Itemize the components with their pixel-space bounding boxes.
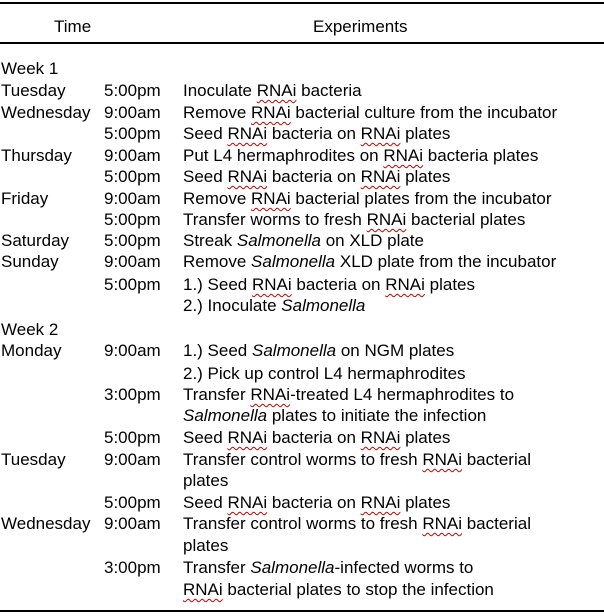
experiment-cell: Transfer control worms to fresh RNAi bacterial — [183, 514, 531, 533]
schedule-row — [0, 384, 604, 406]
time-cell: 9:00am — [104, 103, 161, 122]
day-cell: Week 2 — [1, 320, 59, 339]
time-cell: 9:00am — [104, 514, 161, 533]
schedule-row — [0, 319, 604, 341]
experiment-cell: Streak Salmonella on XLD plate — [183, 231, 424, 250]
time-cell: 5:00pm — [104, 124, 161, 143]
schedule-row — [0, 58, 604, 80]
schedule-row — [0, 295, 604, 317]
header-rule — [0, 42, 604, 44]
experiment-cell: 2.) Pick up control L4 hermaphrodites — [183, 364, 466, 383]
experiment-cell: 2.) Inoculate Salmonella — [183, 296, 366, 315]
day-cell: Wednesday — [1, 103, 91, 122]
day-cell: Saturday — [1, 231, 70, 250]
experiment-cell: Salmonella plates to initiate the infection — [183, 406, 487, 425]
experiment-cell: Transfer Salmonella-infected worms to — [183, 558, 474, 577]
schedule-row — [0, 188, 604, 210]
experiment-cell: Remove RNAi bacterial culture from the incubator — [183, 103, 558, 122]
time-cell: 5:00pm — [104, 167, 161, 186]
experiment-cell: Put L4 hermaphrodites on RNAi bacteria plates — [183, 146, 539, 165]
time-cell: 9:00am — [104, 252, 161, 271]
schedule-row — [0, 145, 604, 167]
experiment-cell: 1.) Seed Salmonella on NGM plates — [183, 341, 455, 360]
time-cell: 5:00pm — [104, 81, 161, 100]
schedule-row — [0, 340, 604, 362]
schedule-row — [0, 579, 604, 601]
time-cell: 3:00pm — [104, 558, 161, 577]
time-cell: 9:00am — [104, 146, 161, 165]
experiment-cell: Remove Salmonella XLD plate from the incubator — [183, 252, 557, 271]
time-cell: 9:00am — [104, 341, 161, 360]
schedule-row — [0, 80, 604, 102]
time-cell: 3:00pm — [104, 385, 161, 404]
day-cell: Friday — [1, 189, 49, 208]
time-cell: 9:00am — [104, 189, 161, 208]
schedule-row — [0, 274, 604, 296]
schedule-row — [0, 535, 604, 557]
schedule-row — [0, 449, 604, 471]
time-column-header: Time — [54, 17, 92, 36]
schedule-row — [0, 492, 604, 514]
day-cell: Week 1 — [1, 59, 59, 78]
experiment-cell: Seed RNAi bacteria on RNAi plates — [183, 124, 451, 143]
schedule-row — [0, 209, 604, 231]
top-rule — [0, 2, 604, 4]
day-cell: Tuesday — [1, 81, 66, 100]
experiment-cell: Seed RNAi bacteria on RNAi plates — [183, 428, 451, 447]
time-cell: 5:00pm — [104, 493, 161, 512]
experiment-cell: plates — [183, 471, 229, 490]
time-cell: 5:00pm — [104, 428, 161, 447]
experiment-cell: Transfer worms to fresh RNAi bacterial plates — [183, 210, 526, 229]
experiment-cell: RNAi bacterial plates to stop the infection — [183, 580, 494, 599]
experiment-cell: plates — [183, 536, 229, 555]
day-cell: Wednesday — [1, 514, 91, 533]
schedule-row — [0, 251, 604, 273]
experiment-cell: Seed RNAi bacteria on RNAi plates — [183, 493, 451, 512]
day-cell: Thursday — [1, 146, 72, 165]
experiment-cell: Transfer RNAi-treated L4 hermaphrodites to — [183, 385, 515, 404]
experiment-cell: Remove RNAi bacterial plates from the incubator — [183, 189, 552, 208]
time-cell: 5:00pm — [104, 231, 161, 250]
experiment-cell: Seed RNAi bacteria on RNAi plates — [183, 167, 451, 186]
schedule-row — [0, 405, 604, 427]
schedule-row — [0, 102, 604, 124]
schedule-row — [0, 513, 604, 535]
schedule-row — [0, 166, 604, 188]
schedule-row — [0, 470, 604, 492]
schedule-row — [0, 557, 604, 579]
time-cell: 9:00am — [104, 450, 161, 469]
experiments-column-header: Experiments — [313, 17, 408, 36]
experiment-cell: Transfer control worms to fresh RNAi bacterial — [183, 450, 531, 469]
day-cell: Tuesday — [1, 450, 66, 469]
schedule-row — [0, 230, 604, 252]
time-cell: 5:00pm — [104, 275, 161, 294]
bottom-rule — [0, 610, 604, 612]
day-cell: Monday — [1, 341, 62, 360]
day-cell: Sunday — [1, 252, 59, 271]
experiment-cell: 1.) Seed RNAi bacteria on RNAi plates — [183, 275, 475, 294]
experiment-cell: Inoculate RNAi bacteria — [183, 81, 362, 100]
schedule-row — [0, 427, 604, 449]
schedule-row — [0, 123, 604, 145]
time-cell: 5:00pm — [104, 210, 161, 229]
schedule-row — [0, 363, 604, 385]
